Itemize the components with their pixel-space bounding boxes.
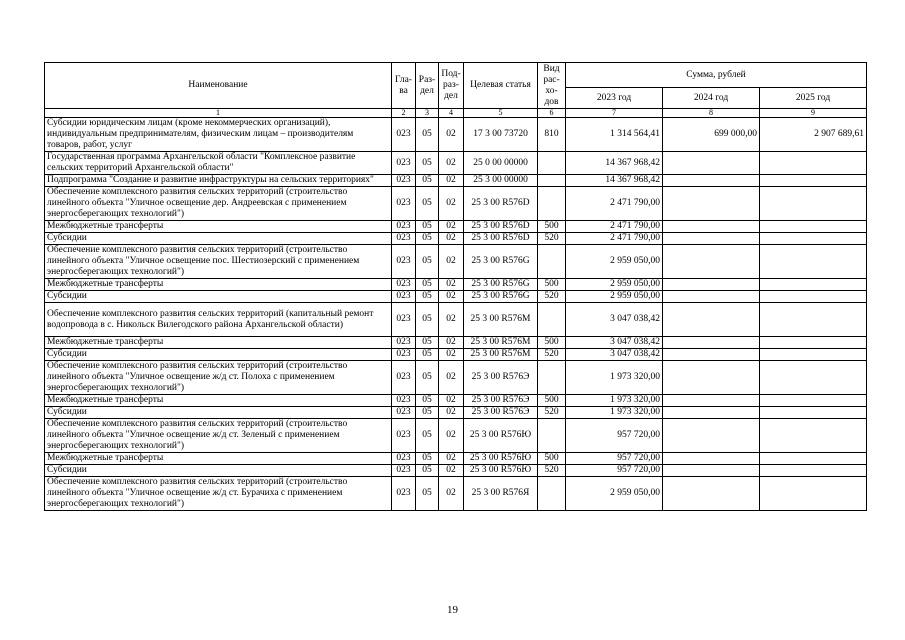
row-glava: 023 <box>392 477 416 511</box>
row-podrazdel: 02 <box>439 279 464 291</box>
row-sum-2025 <box>760 395 867 407</box>
row-sum-2025 <box>760 279 867 291</box>
row-sum-2024: 699 000,00 <box>663 118 760 152</box>
row-celevaya: 25 3 00 R576M <box>464 337 538 349</box>
row-sum-2023: 3 047 038,42 <box>566 349 663 361</box>
table-row <box>45 245 867 279</box>
col-num: 1 <box>45 109 392 118</box>
row-glava: 023 <box>392 395 416 407</box>
budget-table <box>44 62 867 511</box>
row-sum-2025 <box>760 291 867 303</box>
row-sum-2025 <box>760 221 867 233</box>
row-sum-2023: 2 959 050,00 <box>566 279 663 291</box>
row-podrazdel: 02 <box>439 453 464 465</box>
row-celevaya: 25 3 00 R576Ю <box>464 465 538 477</box>
row-sum-2025 <box>760 407 867 419</box>
table-row <box>45 291 867 303</box>
row-sum-2024 <box>663 221 760 233</box>
table-row <box>45 349 867 361</box>
table-row <box>45 419 867 453</box>
row-celevaya: 25 3 00 R576G <box>464 245 538 279</box>
row-vid <box>538 187 566 221</box>
row-sum-2025 <box>760 303 867 337</box>
row-vid: 520 <box>538 465 566 477</box>
row-glava: 023 <box>392 187 416 221</box>
col-num: 8 <box>663 109 760 118</box>
row-celevaya: 25 3 00 R576Э <box>464 395 538 407</box>
row-sum-2023: 1 314 564,41 <box>566 118 663 152</box>
row-sum-2025 <box>760 361 867 395</box>
row-podrazdel: 02 <box>439 118 464 152</box>
row-podrazdel: 02 <box>439 221 464 233</box>
row-vid: 520 <box>538 407 566 419</box>
row-name: Государственная программа Архангельской области "Комплексное развитие сельских территорий Архангельской области" <box>45 152 392 175</box>
row-name: Подпрограмма "Создание и развитие инфраструктуры на сельских территориях" <box>45 175 392 187</box>
row-glava: 023 <box>392 453 416 465</box>
row-glava: 023 <box>392 152 416 175</box>
row-vid: 500 <box>538 395 566 407</box>
row-glava: 023 <box>392 175 416 187</box>
row-vid <box>538 361 566 395</box>
row-vid: 500 <box>538 221 566 233</box>
row-sum-2024 <box>663 175 760 187</box>
row-podrazdel: 02 <box>439 233 464 245</box>
page-number: 19 <box>447 604 458 616</box>
row-podrazdel: 02 <box>439 303 464 337</box>
table-row <box>45 337 867 349</box>
row-razdel: 05 <box>416 233 439 245</box>
row-glava: 023 <box>392 337 416 349</box>
row-podrazdel: 02 <box>439 349 464 361</box>
row-celevaya: 25 3 00 R576Ю <box>464 453 538 465</box>
table-row <box>45 453 867 465</box>
row-sum-2025 <box>760 233 867 245</box>
table-row <box>45 395 867 407</box>
table-row <box>45 187 867 221</box>
row-razdel: 05 <box>416 303 439 337</box>
row-name: Межбюджетные трансферты <box>45 221 392 233</box>
row-sum-2024 <box>663 349 760 361</box>
row-name: Обеспечение комплексного развития сельских территорий (строительство линейного объекта "Уличное освещение ж/д ст. Полоха с применением энергосберегающих технологий") <box>45 361 392 395</box>
row-vid: 520 <box>538 291 566 303</box>
header-summa: Сумма, рублей <box>566 63 867 88</box>
row-podrazdel: 02 <box>439 361 464 395</box>
row-sum-2025 <box>760 187 867 221</box>
row-sum-2023: 1 973 320,00 <box>566 395 663 407</box>
table-row <box>45 361 867 395</box>
row-podrazdel: 02 <box>439 291 464 303</box>
row-name: Межбюджетные трансферты <box>45 453 392 465</box>
row-celevaya: 25 3 00 R576Э <box>464 407 538 419</box>
row-razdel: 05 <box>416 349 439 361</box>
table-header <box>45 63 867 118</box>
row-vid: 520 <box>538 233 566 245</box>
row-glava: 023 <box>392 361 416 395</box>
row-glava: 023 <box>392 291 416 303</box>
row-vid: 520 <box>538 349 566 361</box>
row-sum-2024 <box>663 465 760 477</box>
header-2025: 2025 год <box>760 88 867 109</box>
row-sum-2023: 14 367 968,42 <box>566 175 663 187</box>
row-sum-2024 <box>663 453 760 465</box>
row-name: Межбюджетные трансферты <box>45 395 392 407</box>
row-celevaya: 25 3 00 R576D <box>464 187 538 221</box>
col-num: 7 <box>566 109 663 118</box>
row-sum-2024 <box>663 477 760 511</box>
row-sum-2023: 1 973 320,00 <box>566 361 663 395</box>
row-sum-2024 <box>663 152 760 175</box>
row-sum-2025 <box>760 453 867 465</box>
row-podrazdel: 02 <box>439 395 464 407</box>
row-razdel: 05 <box>416 118 439 152</box>
row-sum-2024 <box>663 395 760 407</box>
row-glava: 023 <box>392 233 416 245</box>
row-razdel: 05 <box>416 291 439 303</box>
row-sum-2024 <box>663 279 760 291</box>
row-sum-2024 <box>663 361 760 395</box>
row-name: Обеспечение комплексного развития сельских территорий (капитальный ремонт водопровода в с. Никольск Вилегодского района Архангельской области) <box>45 303 392 337</box>
table-row <box>45 465 867 477</box>
row-glava: 023 <box>392 221 416 233</box>
row-glava: 023 <box>392 407 416 419</box>
row-glava: 023 <box>392 303 416 337</box>
row-celevaya: 25 3 00 R576G <box>464 279 538 291</box>
row-sum-2023: 957 720,00 <box>566 453 663 465</box>
row-name: Обеспечение комплексного развития сельских территорий (строительство линейного объекта "Уличное освещение ж/д ст. Бурачиха с применением энергосберегающих технологий") <box>45 477 392 511</box>
header-podrazdel: Под-раз-дел <box>439 63 464 109</box>
row-celevaya: 25 3 00 R576D <box>464 233 538 245</box>
row-sum-2025 <box>760 477 867 511</box>
row-name: Субсидии <box>45 291 392 303</box>
row-razdel: 05 <box>416 175 439 187</box>
header-razdel: Раз-дел <box>416 63 439 109</box>
row-sum-2023: 3 047 038,42 <box>566 337 663 349</box>
row-name: Межбюджетные трансферты <box>45 279 392 291</box>
row-razdel: 05 <box>416 395 439 407</box>
row-razdel: 05 <box>416 245 439 279</box>
row-name: Субсидии <box>45 465 392 477</box>
row-vid <box>538 245 566 279</box>
row-celevaya: 25 3 00 R576D <box>464 221 538 233</box>
header-celevaya: Целевая статья <box>464 63 538 109</box>
col-num: 6 <box>538 109 566 118</box>
row-sum-2025 <box>760 245 867 279</box>
table-body <box>45 118 867 511</box>
row-sum-2024 <box>663 291 760 303</box>
row-sum-2023: 14 367 968,42 <box>566 152 663 175</box>
row-razdel: 05 <box>416 407 439 419</box>
row-name: Обеспечение комплексного развития сельских территорий (строительство линейного объекта "Уличное освещение ж/д ст. Зеленый с применением энергосберегающих технологий") <box>45 419 392 453</box>
row-sum-2024 <box>663 303 760 337</box>
col-num: 9 <box>760 109 867 118</box>
table-row <box>45 175 867 187</box>
row-razdel: 05 <box>416 419 439 453</box>
row-name: Субсидии <box>45 233 392 245</box>
row-sum-2025 <box>760 419 867 453</box>
table-row <box>45 152 867 175</box>
row-sum-2023: 957 720,00 <box>566 465 663 477</box>
col-num: 2 <box>392 109 416 118</box>
row-name: Межбюджетные трансферты <box>45 337 392 349</box>
row-razdel: 05 <box>416 152 439 175</box>
col-num: 4 <box>439 109 464 118</box>
row-sum-2023: 2 959 050,00 <box>566 291 663 303</box>
row-celevaya: 25 3 00 R576Ю <box>464 419 538 453</box>
table-row <box>45 118 867 152</box>
table-row <box>45 477 867 511</box>
row-vid: 500 <box>538 337 566 349</box>
row-sum-2023: 1 973 320,00 <box>566 407 663 419</box>
row-podrazdel: 02 <box>439 465 464 477</box>
table-row <box>45 303 867 337</box>
row-glava: 023 <box>392 118 416 152</box>
row-vid: 500 <box>538 453 566 465</box>
row-sum-2023: 2 959 050,00 <box>566 245 663 279</box>
row-razdel: 05 <box>416 465 439 477</box>
row-vid <box>538 175 566 187</box>
row-celevaya: 25 3 00 R576M <box>464 303 538 337</box>
row-celevaya: 25 3 00 R576Я <box>464 477 538 511</box>
row-name: Обеспечение комплексного развития сельских территорий (строительство линейного объекта "Уличное освещение пос. Шестиозерский с применением энергосберегающих технологий") <box>45 245 392 279</box>
col-num: 3 <box>416 109 439 118</box>
row-razdel: 05 <box>416 477 439 511</box>
table-row <box>45 221 867 233</box>
row-name: Обеспечение комплексного развития сельских территорий (строительство линейного объекта "Уличное освещение дер. Андреевская с применением энергосберегающих технологий") <box>45 187 392 221</box>
col-num: 5 <box>464 109 538 118</box>
row-vid: 500 <box>538 279 566 291</box>
header-glava: Гла-ва <box>392 63 416 109</box>
row-celevaya: 25 3 00 R576M <box>464 349 538 361</box>
header-vid: Вид рас-хо-дов <box>538 63 566 109</box>
row-podrazdel: 02 <box>439 407 464 419</box>
row-sum-2024 <box>663 419 760 453</box>
row-sum-2024 <box>663 245 760 279</box>
row-podrazdel: 02 <box>439 337 464 349</box>
header-2023: 2023 год <box>566 88 663 109</box>
row-vid <box>538 152 566 175</box>
row-podrazdel: 02 <box>439 419 464 453</box>
header-name: Наименование <box>45 63 392 109</box>
row-sum-2024 <box>663 187 760 221</box>
row-podrazdel: 02 <box>439 245 464 279</box>
row-name: Субсидии <box>45 349 392 361</box>
row-sum-2025 <box>760 175 867 187</box>
row-glava: 023 <box>392 419 416 453</box>
table-row <box>45 279 867 291</box>
row-sum-2024 <box>663 337 760 349</box>
row-sum-2025: 2 907 689,61 <box>760 118 867 152</box>
table-row <box>45 407 867 419</box>
row-celevaya: 25 3 00 R576G <box>464 291 538 303</box>
row-razdel: 05 <box>416 337 439 349</box>
row-razdel: 05 <box>416 453 439 465</box>
row-sum-2023: 2 471 790,00 <box>566 233 663 245</box>
row-vid: 810 <box>538 118 566 152</box>
row-sum-2023: 3 047 038,42 <box>566 303 663 337</box>
row-celevaya: 25 3 00 R576Э <box>464 361 538 395</box>
row-sum-2023: 957 720,00 <box>566 419 663 453</box>
row-razdel: 05 <box>416 187 439 221</box>
row-celevaya: 17 3 00 73720 <box>464 118 538 152</box>
header-2024: 2024 год <box>663 88 760 109</box>
row-glava: 023 <box>392 245 416 279</box>
row-name: Субсидии <box>45 407 392 419</box>
row-razdel: 05 <box>416 279 439 291</box>
row-razdel: 05 <box>416 221 439 233</box>
row-sum-2023: 2 471 790,00 <box>566 187 663 221</box>
row-vid <box>538 419 566 453</box>
row-sum-2025 <box>760 337 867 349</box>
row-razdel: 05 <box>416 361 439 395</box>
row-podrazdel: 02 <box>439 175 464 187</box>
row-sum-2025 <box>760 465 867 477</box>
row-sum-2024 <box>663 233 760 245</box>
row-vid <box>538 303 566 337</box>
row-podrazdel: 02 <box>439 477 464 511</box>
row-celevaya: 25 3 00 00000 <box>464 175 538 187</box>
row-podrazdel: 02 <box>439 152 464 175</box>
row-sum-2023: 2 471 790,00 <box>566 221 663 233</box>
row-sum-2023: 2 959 050,00 <box>566 477 663 511</box>
row-vid <box>538 477 566 511</box>
row-sum-2025 <box>760 349 867 361</box>
row-glava: 023 <box>392 279 416 291</box>
row-glava: 023 <box>392 465 416 477</box>
row-sum-2024 <box>663 407 760 419</box>
column-numbers-row <box>45 109 867 118</box>
row-celevaya: 25 0 00 00000 <box>464 152 538 175</box>
table-row <box>45 233 867 245</box>
row-sum-2025 <box>760 152 867 175</box>
row-glava: 023 <box>392 349 416 361</box>
row-podrazdel: 02 <box>439 187 464 221</box>
row-name: Субсидии юридическим лицам (кроме некоммерческих организаций), индивидуальным предпринимателям, физическим лицам – производителям товаров, работ, услуг <box>45 118 392 152</box>
